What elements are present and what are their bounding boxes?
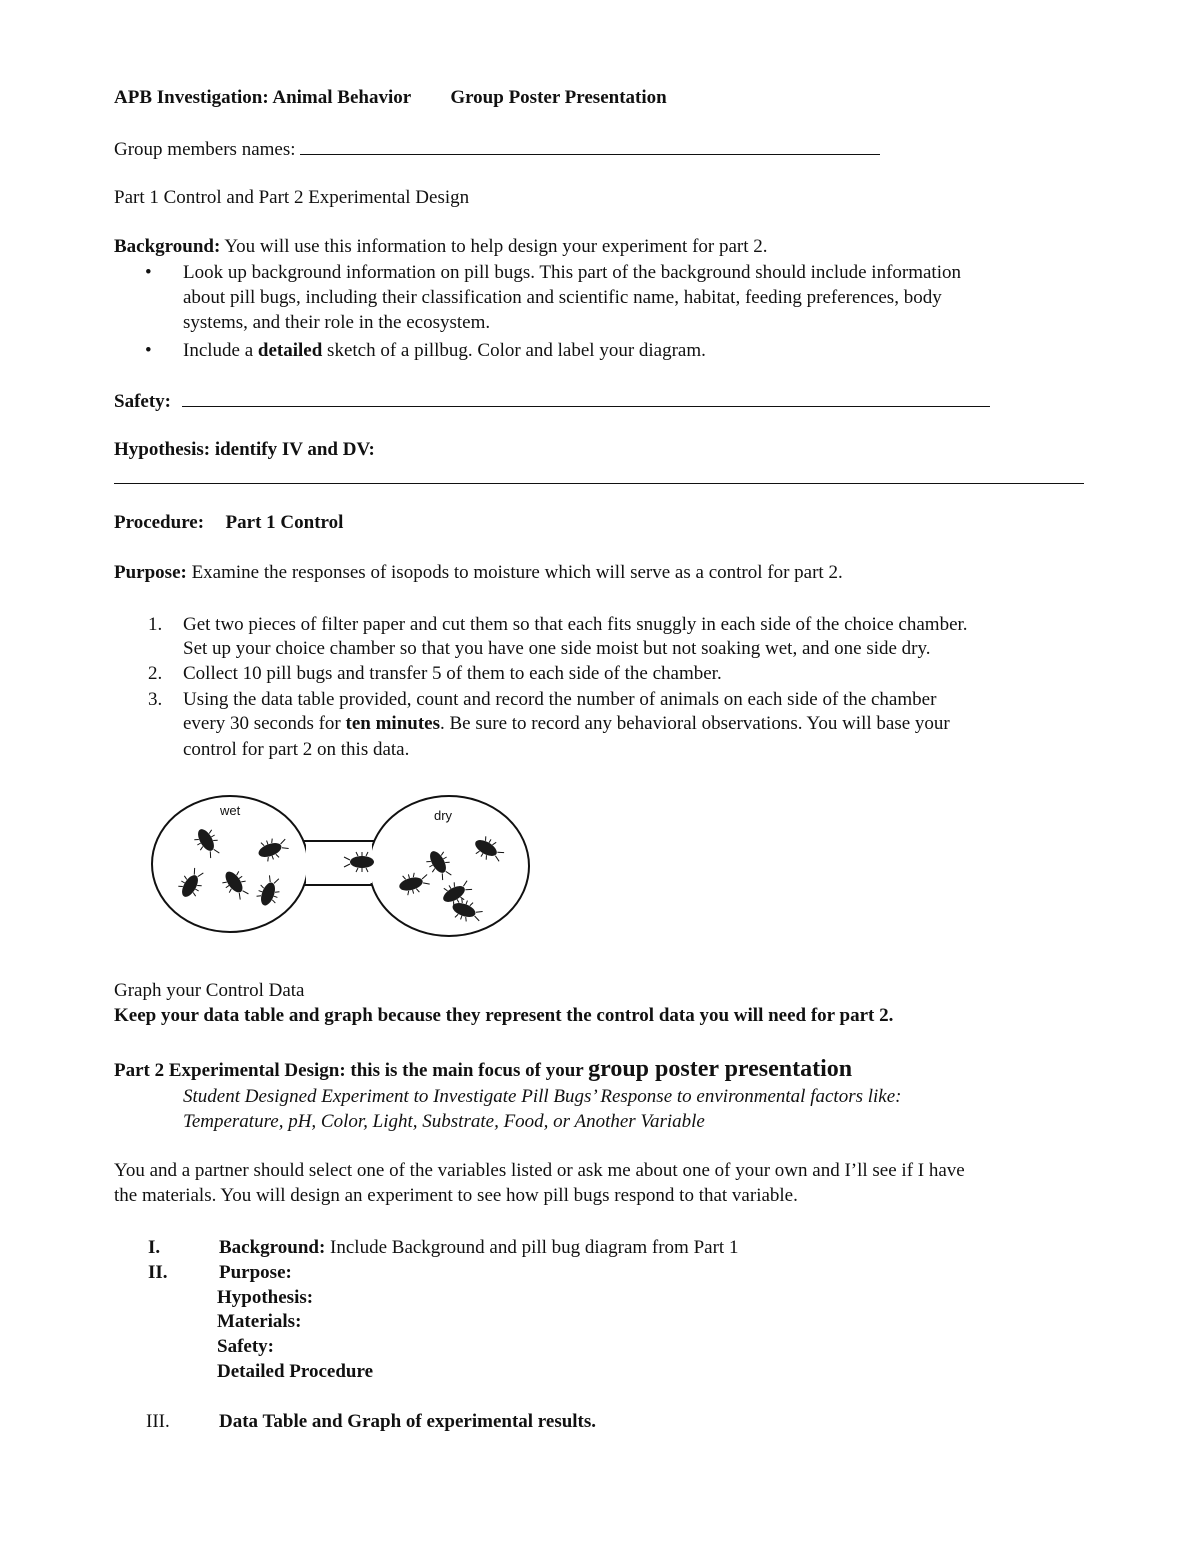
part2-italic-1: Student Designed Experiment to Investigate Pill Bugs’ Response to environmental factors like: (183, 1086, 902, 1107)
outline-ii-item: Purpose: (219, 1262, 292, 1283)
outline-i-text: Include Background and pill bug diagram from Part 1 (330, 1237, 739, 1258)
title-sub: Group Poster Presentation (450, 87, 667, 108)
outline-iii-text: Data Table and Graph of experimental results. (219, 1411, 597, 1432)
safety-blank[interactable] (182, 388, 990, 407)
graph-text: Graph your Control Data (114, 980, 305, 1001)
step-1-line: Set up your choice chamber so that you have one side moist but not soaking wet, and one side dry. (183, 638, 931, 659)
background-label: Background: (114, 236, 221, 257)
hypothesis-label: Hypothesis: identify IV and DV: (114, 439, 375, 460)
choice-chamber-diagram (148, 788, 533, 943)
procedure-label: Procedure: (114, 512, 205, 533)
outline-ii-number: II. (148, 1262, 168, 1283)
outline-iii-number: III. (146, 1411, 170, 1432)
background-intro-text: You will use this information to help design your experiment for part 2. (224, 236, 768, 257)
doc-title (114, 86, 667, 110)
part2-heading-big: group poster presentation (588, 1056, 853, 1082)
safety-label: Safety: (114, 391, 171, 412)
part2-para-line: the materials. You will design an experiment to see how pill bugs respond to that variable. (114, 1185, 798, 1206)
step-2-text: Collect 10 pill bugs and transfer 5 of them to each side of the chamber. (183, 663, 722, 684)
hypothesis-blank[interactable] (114, 483, 1084, 484)
outline-ii-item: Materials: (217, 1311, 302, 1332)
step-3-pre: every 30 seconds for (183, 713, 341, 734)
purpose-text: Examine the responses of isopods to moisture which will serve as a control for part 2. (191, 562, 843, 583)
outline-i (219, 1236, 738, 1260)
procedure-part: Part 1 Control (225, 512, 344, 533)
outline-i-label: Background: (219, 1237, 326, 1258)
procedure-heading (114, 511, 343, 535)
step-3-line: control for part 2 on this data. (183, 739, 410, 760)
step-3-line2 (183, 712, 950, 736)
part2-para-line: You and a partner should select one of the variables listed or ask me about one of your own and I’ll see if I have (114, 1160, 965, 1181)
step-3-bold: ten minutes (345, 713, 440, 734)
step-1-number: 1. (148, 614, 163, 635)
step-3-post: . Be sure to record any behavioral observations. You will base your (440, 713, 950, 734)
purpose-label: Purpose: (114, 562, 187, 583)
step-2-number: 2. (148, 663, 163, 684)
safety-row (114, 388, 990, 414)
bullet-2-pre: Include a (183, 340, 254, 361)
group-members-row (114, 136, 880, 162)
background-intro (114, 235, 768, 259)
title-main: APB Investigation: Animal Behavior (114, 87, 411, 108)
bullet-1-line: Look up background information on pill bugs. This part of the background should include information (183, 262, 961, 283)
bullet-dot: • (145, 262, 152, 283)
bullet-2-post: sketch of a pillbug. Color and label your diagram. (327, 340, 706, 361)
step-1-line: Get two pieces of filter paper and cut them so that each fits snuggly in each side of the choice chamber. (183, 614, 968, 635)
bullet-dot: • (145, 340, 152, 361)
wet-label: wet (220, 803, 241, 818)
step-3-line: Using the data table provided, count and record the number of animals on each side of the chamber (183, 689, 937, 710)
group-members-blank[interactable] (300, 136, 880, 155)
bullet-2-bold: detailed (257, 340, 323, 361)
part2-heading-pre: Part 2 Experimental Design: this is the main focus of your (114, 1060, 584, 1081)
outline-ii-item: Detailed Procedure (217, 1361, 374, 1382)
group-members-label: Group members names: (114, 139, 296, 160)
outline-i-number: I. (148, 1237, 161, 1258)
outline-ii-item: Safety: (217, 1336, 274, 1357)
step-3-number: 3. (148, 689, 163, 710)
bullet-1-line: about pill bugs, including their classification and scientific name, habitat, feeding preferences, body (183, 287, 942, 308)
bullet-1-line: systems, and their role in the ecosystem. (183, 312, 491, 333)
part2-italic-2: Temperature, pH, Color, Light, Substrate, Food, or Another Variable (183, 1111, 705, 1132)
purpose-row (114, 561, 843, 585)
parts-heading: Part 1 Control and Part 2 Experimental Design (114, 187, 470, 208)
outline-ii-item: Hypothesis: (217, 1287, 314, 1308)
dry-label: dry (434, 808, 453, 823)
graph-note: Keep your data table and graph because they represent the control data you will need for part 2. (114, 1005, 894, 1026)
part2-heading (114, 1057, 852, 1083)
